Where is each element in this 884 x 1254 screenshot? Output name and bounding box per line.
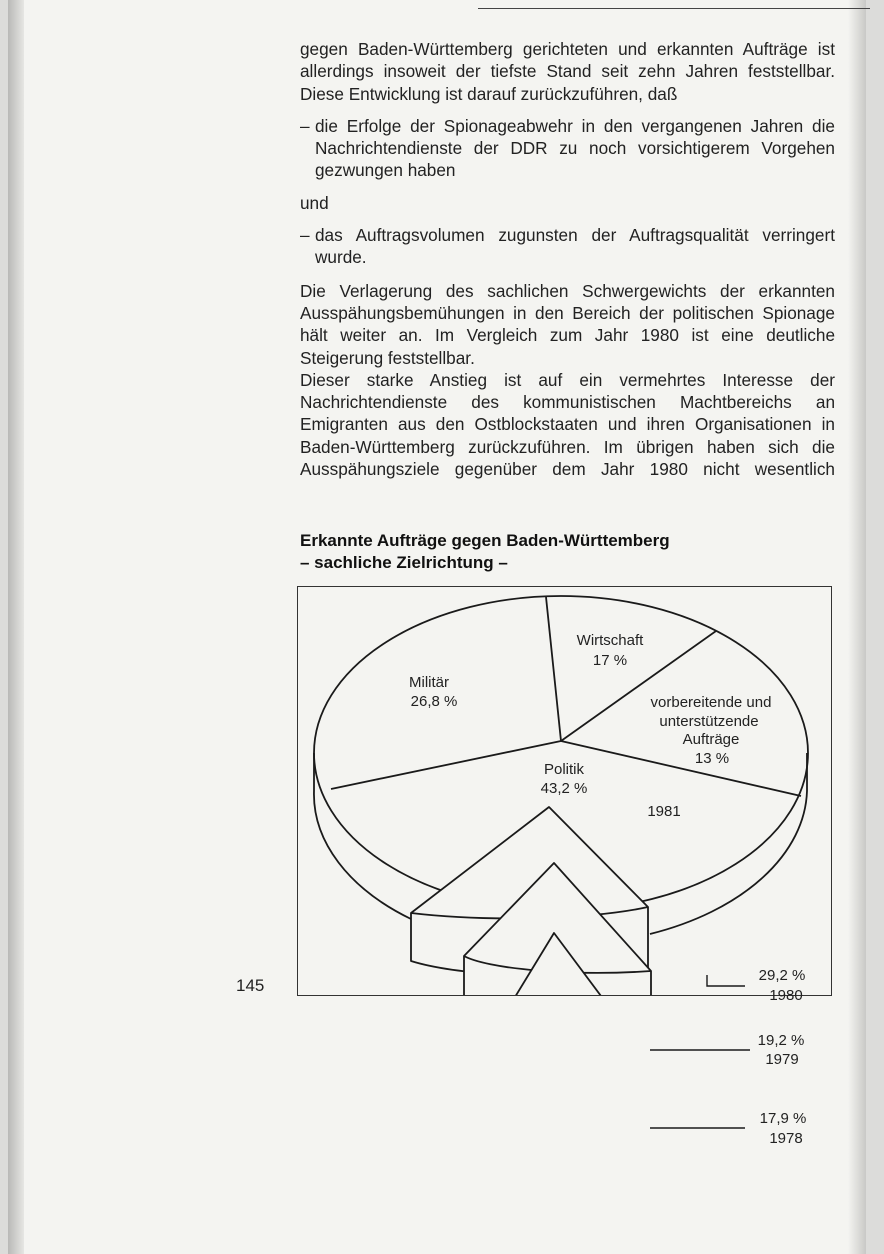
top-rule bbox=[478, 8, 870, 9]
page-number: 145 bbox=[236, 976, 265, 995]
scan-shadow-left bbox=[8, 0, 24, 1254]
bullet-text-1: die Erfolge der Spionageabwehr in den vergangenen Jahren die Nachrichtendienste der DDR zu noch vorsichtigerem Vorgehen gezwungen haben bbox=[315, 115, 835, 181]
history-year-1980: 1980 bbox=[769, 987, 803, 1004]
chart-title bbox=[300, 530, 840, 573]
history-value-1980: 29,2 % bbox=[758, 967, 806, 984]
chart-title-line-2: – sachliche Zielrichtung – bbox=[300, 552, 508, 572]
value-militaer: 26,8 % bbox=[410, 693, 458, 710]
history-year-1978: 1978 bbox=[769, 1130, 803, 1147]
label-militaer: Militär bbox=[409, 674, 449, 691]
paragraph-intro: gegen Baden-Württemberg gerichteten und erkannten Aufträge ist allerdings insoweit der tiefste Stand seit zehn Jahren feststellbar. Diese Entwicklung ist darauf zurückzuführen, daß bbox=[300, 39, 835, 104]
paragraph-shift: Die Verlagerung des sachlichen Schwergewichts der erkannten Ausspähungsbemühungen in den Bereich der politischen Spionage hält weiter an. Im Vergleich zum Jahr 1980 ist eine deutliche Steigerung feststellbar. bbox=[300, 280, 835, 368]
bullet-dash: – bbox=[300, 225, 310, 246]
label-vorbereitende-2: unterstützende bbox=[659, 713, 759, 730]
pie-chart-frame bbox=[297, 586, 832, 996]
value-vorbereitende: 13 % bbox=[694, 750, 730, 767]
slice-divider-militaer-wirtschaft bbox=[546, 597, 561, 741]
conjunction-und: und bbox=[300, 192, 329, 213]
history-value-1979: 19,2 % bbox=[757, 1032, 805, 1049]
chart-title-line-1: Erkannte Aufträge gegen Baden-Württemberg bbox=[300, 531, 670, 550]
slice-divider-vorbereitende-politik bbox=[561, 741, 801, 796]
bullet-text-2: das Auftragsvolumen zugunsten der Auftragsqualität verringert wurde. bbox=[315, 225, 835, 268]
bullet-item-2 bbox=[300, 224, 835, 269]
label-year-1981: 1981 bbox=[647, 803, 681, 820]
pie-chart bbox=[298, 587, 831, 995]
value-wirtschaft: 17 % bbox=[592, 652, 628, 669]
body-text bbox=[300, 38, 835, 480]
label-wirtschaft: Wirtschaft bbox=[576, 632, 644, 649]
label-politik: Politik bbox=[543, 761, 585, 778]
bullet-dash: – bbox=[300, 115, 310, 136]
value-politik: 43,2 % bbox=[540, 780, 588, 797]
slice-divider-militaer-politik bbox=[331, 741, 561, 789]
label-vorbereitende-1: vorbereitende und bbox=[650, 694, 772, 711]
label-vorbereitende-3: Aufträge bbox=[682, 731, 740, 748]
bullet-item-1 bbox=[300, 115, 835, 182]
scan-shadow-right bbox=[848, 0, 866, 1254]
history-year-1979: 1979 bbox=[765, 1051, 799, 1068]
history-value-1978: 17,9 % bbox=[759, 1110, 807, 1127]
paragraph-increase: Dieser starke Anstieg ist auf ein vermehrtes Interesse der Nachrichtendienste des kommunistischen Machtbereichs an Emigranten aus den Ostblockstaaten und ihren Organisationen in Baden-Württemberg zurückzuführen. Im übrigen haben sich die Ausspähungsziele gegenüber dem Jahr 1980 nicht wesentlich bbox=[300, 369, 835, 480]
